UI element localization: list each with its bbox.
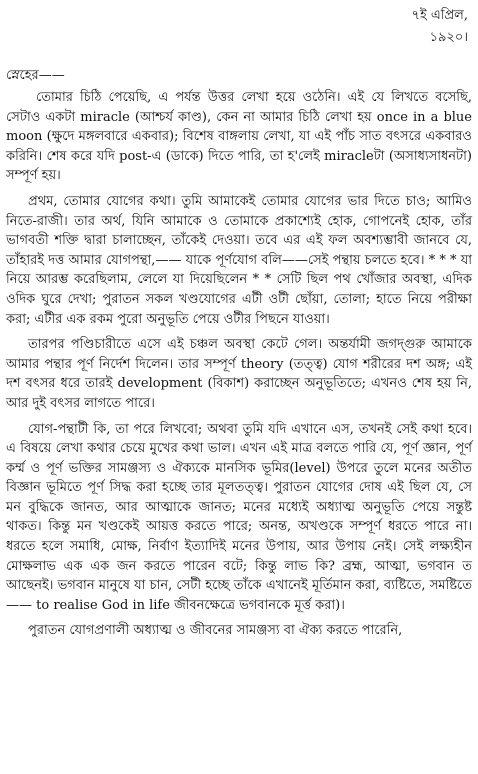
date-line-2: ১৯২০।: [429, 30, 468, 45]
paragraph-3: তারপর পণ্ডিচারীতে এসে এই চঞ্চল অবস্থা কেটে গেল। অন্তর্যামী জগদ্গুরু আমাকে আমার পন্থার পূর্ণ নির্দেশ দিলেন। তার সম্পূর্ণ theory (তত্ত্ব) যোগ শরীরের দশ অঙ্গ; এই দশ বৎসর ধরে তারই development (বিকাশ) করাচ্ছেন অনুভূতিতে; এখনও শেষ হয় নি, আর দুই বৎসর লাগতে পারে।: [6, 337, 472, 411]
paragraph-1: তোমার চিঠি পেয়েছি, এ পর্যন্ত উত্তর লেখা হয়ে ওঠেনি। এই যে লিখতে বসেছি, সেটাও একটা miracle (আশ্চর্য কাণ্ড), কেন না আমার চিঠি লেখা হয় once in a blue moon (ক্ষুদে মঙ্গলবারে একবার); বিশেষ বাঙ্গলায় লেখা, যা এই পাঁচ সাত বৎসরে একবারও করিনি। শেষ করে যদি post-এ (ডাকে) দিতে পারি, তা হ'লেই miracleটা (অসাধ্যসাধনটা) সম্পূর্ণ হয়।: [6, 90, 472, 184]
date-block: [412, 5, 468, 49]
paragraph-5: পুরাতন যোগপ্রণালী অধ্যাত্ম ও জীবনের সামঞ্জস্য বা ঐক্য করতে পারেনি,: [28, 623, 403, 639]
salutation: স্নেহের——: [6, 68, 65, 83]
date-line-1: ৭ই এপ্রিল,: [411, 8, 468, 23]
letter-body: [6, 88, 472, 647]
paragraph-4: যোগ-পন্থাটী কি, তা পরে লিখবো; অথবা তুমি যদি এখানে এস, তখনই সেই কথা হবে। এ বিষয়ে লেখা কথার চেয়ে মুখের কথা ভাল। এখন এই মাত্র বলতে পারি যে, পূর্ণ জ্ঞান, পূর্ণ কর্ম্ম ও পূর্ণ ভক্তির সামঞ্জস্য ও ঐক্যকে মানসিক ভূমির(level) উপরে তুলে মনের অতীত বিজ্ঞান ভূমিতে পূর্ণ সিদ্ধ করা হচ্ছে তার মূলতত্ত্ব। পুরাতন যোগের দোষ এই ছিল যে, সে মন বুদ্ধিকে জানত, আর আত্মাকে জানত; মনের মধ্যেই অধ্যাত্ম অনুভূতি পেয়ে সন্তুষ্ট থাকত। কিন্তু মন খণ্ডকেই আয়ত্ত করতে পারে; অনন্ত, অখণ্ডকে সম্পূর্ণ ধরতে পারে না। ধরতে হলে সমাধি, মোক্ষ, নির্বাণ ইত্যাদিই মনের উপায়, আর উপায় নেই। সেই লক্ষ্যহীন মোক্ষলাভ এক এক জন করতে পারেন বটে; কিন্তু লাভ কি? ব্রহ্ম, আত্মা, ভগবান ত আছেনই। ভগবান মানুষে যা চান, সেটী হচ্ছে তাঁকে এখানেই মূর্তিমান করা, ব্যষ্টিতে, সমষ্টিতে—— to realise God in life জীবনক্ষেত্রে ভগবানকে মূর্ত্ত করা)।: [6, 421, 472, 613]
paragraph-2: প্রথম, তোমার যোগের কথা। তুমি আমাকেই তোমার যোগের ভার দিতে চাও; আমিও নিতে-রাজী। তার অর্থ, যিনি আমাকে ও তোমাকে প্রকাশ্যেই হোক, গোপনেই হোক, তাঁর ভাগবতী শক্তি দ্বারা চালাচ্ছেন, তাঁকেই দেওয়া। তবে এর এই ফল অবশ্যম্ভাবী জানবে যে, তাঁহারই দত্ত আমার যোগপন্থা,—— যাকে পূর্ণযোগ বলি——সেই পন্থায় চলতে হবে। * * * যা নিয়ে আরম্ভ করেছিলাম, লেলে যা দিয়েছিলেন * * সেটি ছিল পথ খোঁজার অবস্থা, এদিক ওদিক ঘুরে দেখা; পুরাতন সকল খণ্ডযোগের এটী ওটী ছোঁয়া, তোলা; হাতে নিয়ে পরীক্ষা করা; এটীর এক রকম পুরো অনুভূতি পেয়ে ওটীর পিছনে যাওয়া।: [6, 193, 472, 327]
